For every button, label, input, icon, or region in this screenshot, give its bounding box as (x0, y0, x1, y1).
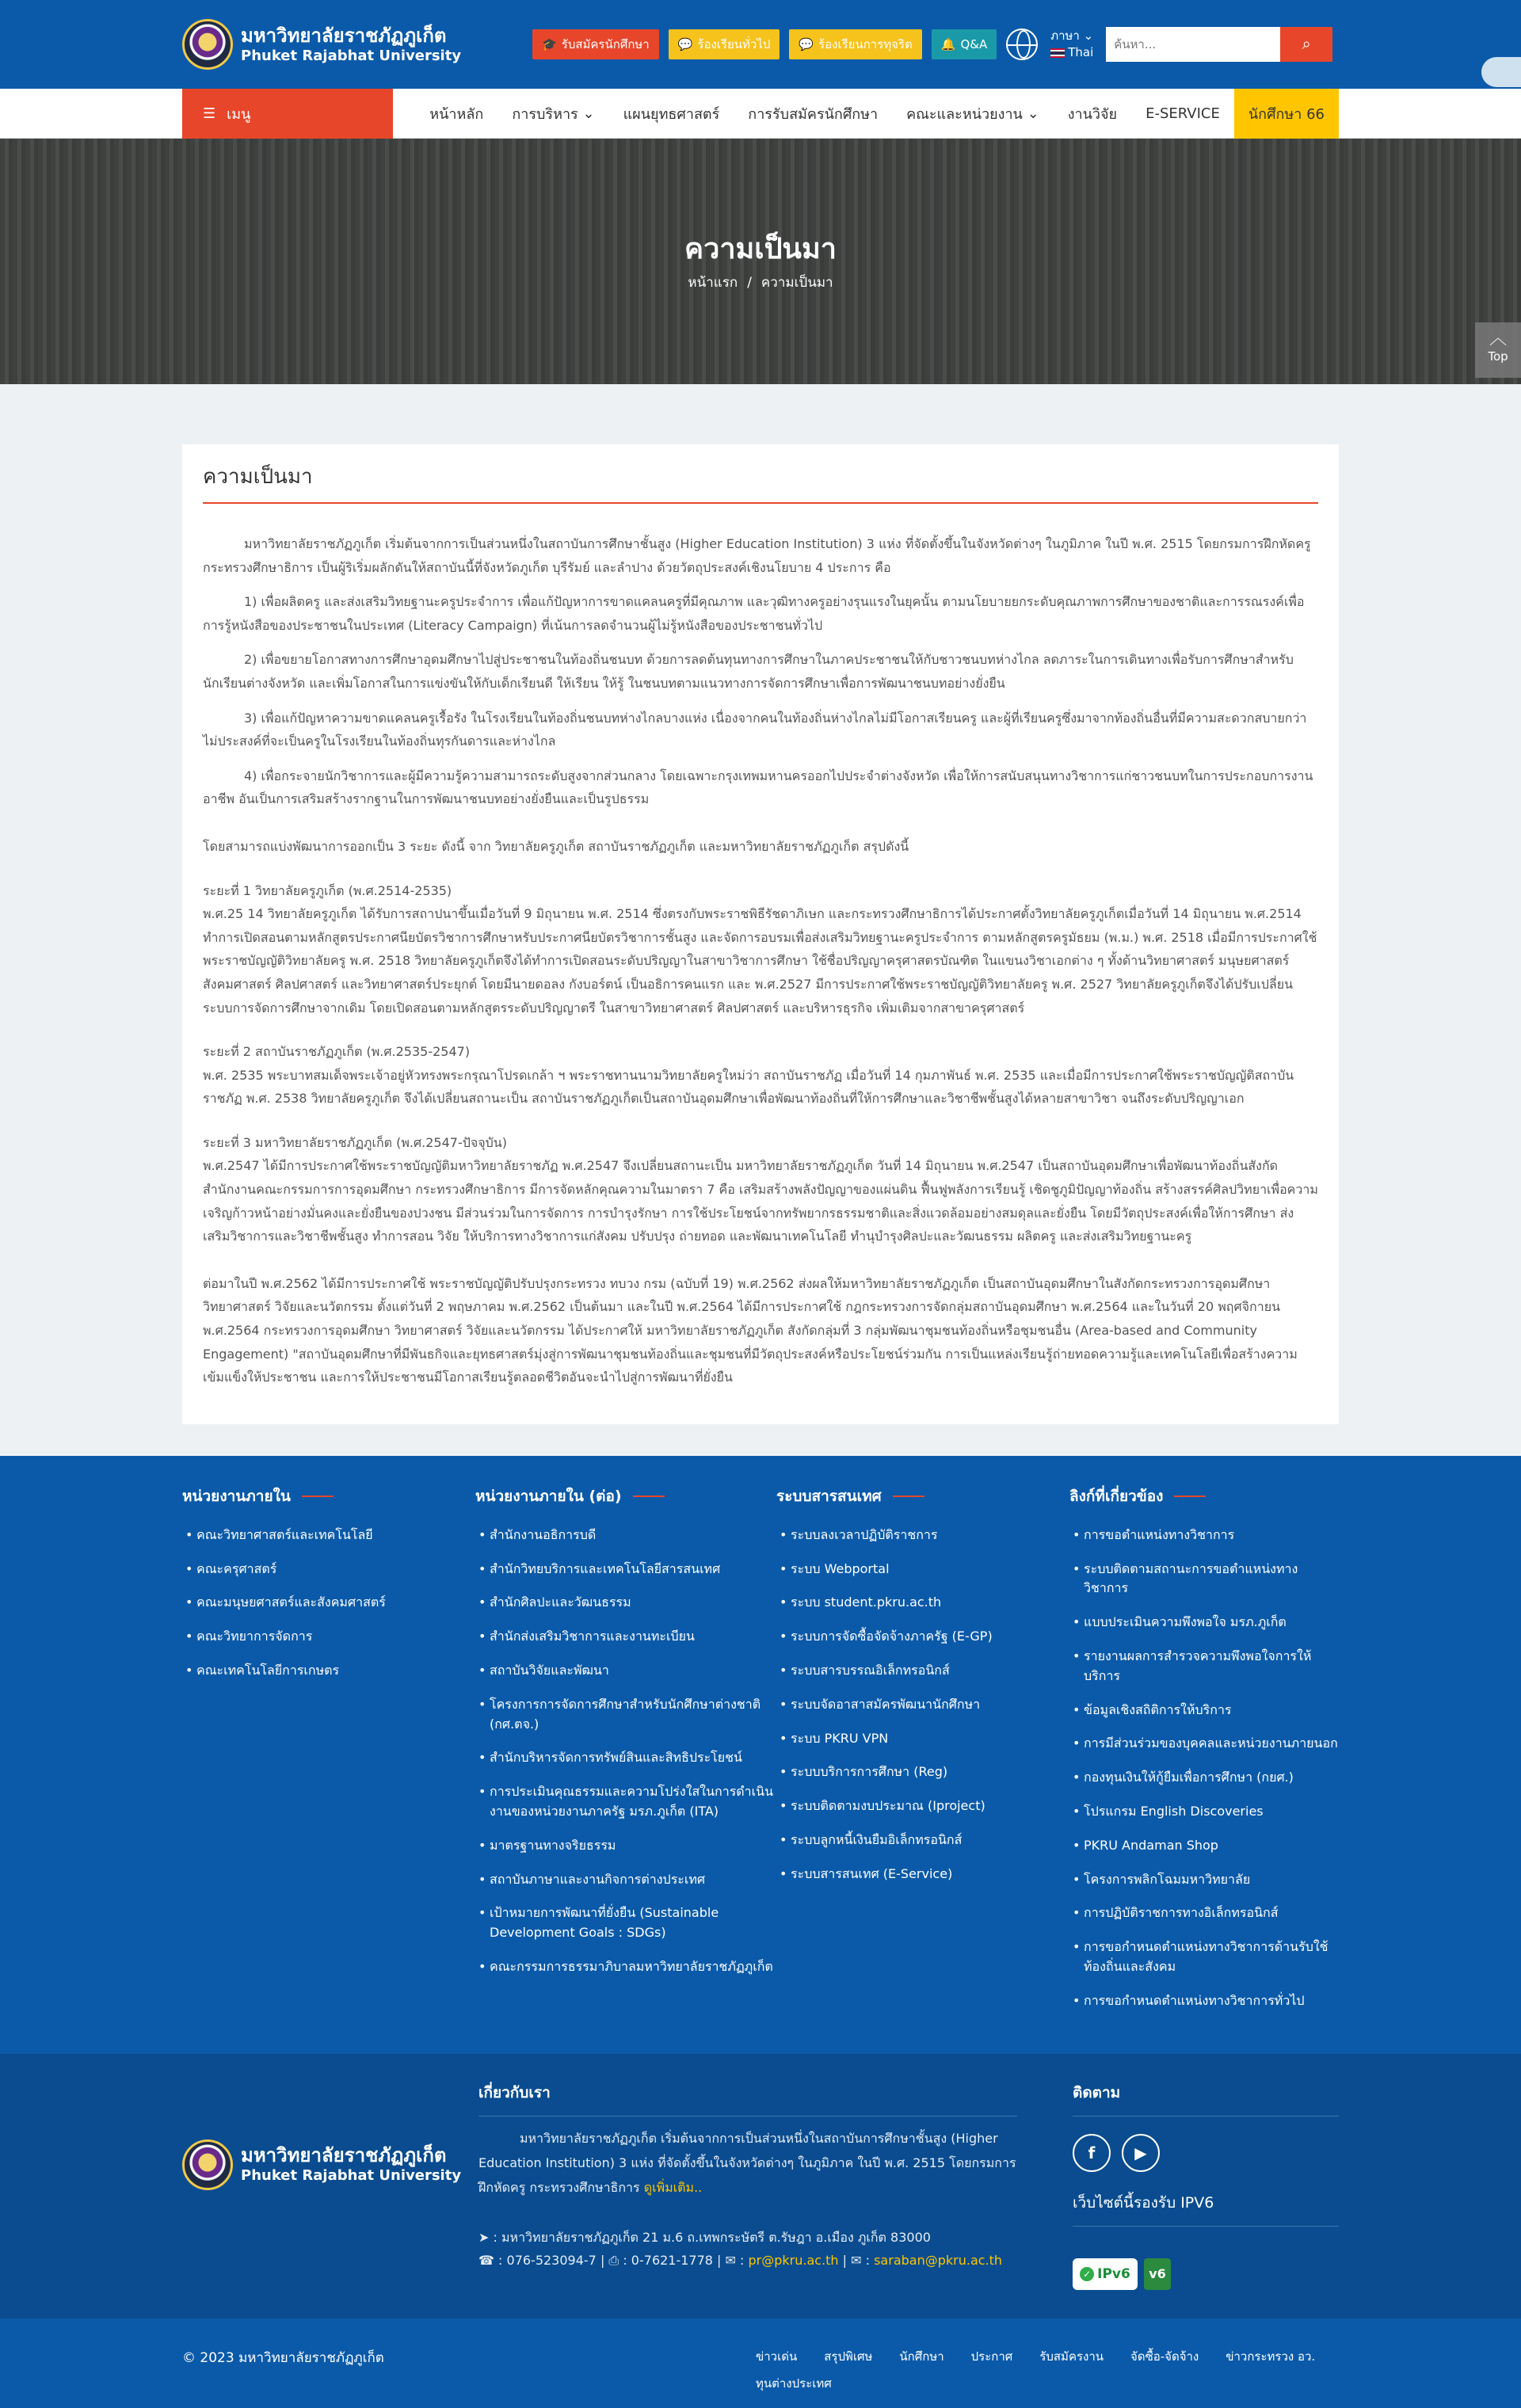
back-to-top-button[interactable]: ︿ Top (1475, 322, 1521, 378)
footer-logo-col (182, 2081, 478, 2290)
era-2 (203, 1040, 1318, 1111)
intro-paragraph: มหาวิทยาลัยราชภัฏภูเก็ต เริ่มต้นจากการเป็นส่วนหนึ่งในสถาบันการศึกษาชั้นสูง (Higher Education Institution) 3 แห่ง ที่จัดตั้งขึ้นในจังหวัดต่างๆ ในภูมิภาค ในปี พ.ศ. 2515 โดยกรมการฝึกหัดครู กระทรวงศึกษาธิการ เป็นผู้ริเริ่มผลักดันให้สถาบันนี้ที่จังหวัดภูเก็ต บุรีรัมย์ และลำปาง ด้วยวัตถุประสงค์เชิงนโยบาย 4 ประการ คือ (203, 536, 1311, 575)
footer-links (0, 1456, 1521, 2054)
bottom-link[interactable]: นักศึกษา (899, 2349, 944, 2364)
page-title: ความเป็นมา (684, 233, 837, 265)
top-header (0, 0, 1521, 89)
footer-link[interactable]: • สำนักวิทยบริการและเทคโนโลยีสารสนเทศ (475, 1560, 776, 1579)
about-title: เกี่ยวกับเรา (478, 2081, 1017, 2117)
closing-paragraph: ต่อมาในปี พ.ศ.2562 ได้มีการประกาศใช้ พระราชบัญญัติปรับปรุงกระทรวง ทบวง กรม (ฉบับที่ 19) พ.ศ.2562 ส่งผลให้มหาวิทยาลัยราชภัฏภูเก็ต เป็นสถาบันอุดมศึกษาในสังกัดกระทรวงการอุดมศึกษา วิทยาศาสตร์ วิจัยและนวัตกรรม ตั้งแต่วันที่ 2 พฤษภาคม พ.ศ.2562 เป็นต้นมา และในปี พ.ศ.2564 ได้มีการประกาศใช้ กฎกระทรวงการจัดกลุ่มสถาบันอุดมศึกษา พ.ศ.2564 และในวันที่ 20 พฤศจิกายน พ.ศ.2564 กระทรวงการอุดมศึกษา วิทยาศาสตร์ วิจัยและนวัตกรรม ได้ประกาศให้ มหาวิทยาลัยราชภัฏภูเก็ต สังกัดกลุ่มที่ 3 กลุ่มพัฒนาชุมชนท้องถิ่นหรือชุมชนอื่น (Area-based and Community Engagement) "สถาบันอุดมศึกษาที่มีพันธกิจและยุทธศาสตร์มุ่งสู่การพัฒนาชุมชนท้องถิ่นและชุมชนที่มีวัตถุประสงค์หรือประโยชน์ร่วมกัน การเป็นแหล่งเรียนรู้ถ่ายทอดความรู้และเทคโนโลยีเพื่อสร้างความเข้มแข็งให้ประชาชน และการให้ประชาชนมีโอกาสเรียนรู้ตลอดชีวิตอันจะนำไปสู่การพัฒนาที่ยั่งยืน (203, 1275, 1298, 1385)
globe-icon[interactable] (1006, 29, 1038, 60)
footer-link[interactable]: • สำนักงานอธิการบดี (475, 1526, 776, 1545)
footer-about (0, 2054, 1521, 2318)
era-heading: ระยะที่ 3 มหาวิทยาลัยราชภัฏภูเก็ต (พ.ศ.2547-ปัจจุบัน) (203, 1134, 507, 1150)
chevron-down-icon: ⌄ (582, 105, 595, 122)
footer-link[interactable]: • การมีส่วนร่วมของบุคคลและหน่วยงานภายนอก (1069, 1734, 1339, 1754)
nav-item-home[interactable]: หน้าหลัก (429, 106, 484, 123)
v6-badge: v6 (1144, 2258, 1171, 2290)
footer-col-title: หน่วยงานภายใน (ต่อ) (475, 1484, 776, 1508)
fax-icon: ⎙ (608, 2252, 619, 2268)
admission-button[interactable]: 🎓 รับสมัครนักศึกษา (532, 29, 659, 59)
footer-link[interactable]: • คณะเทคโนโลยีการเกษตร (182, 1661, 475, 1681)
check-icon: ✓ (1080, 2267, 1094, 2281)
breadcrumb (0, 272, 1521, 293)
site-logo[interactable] (182, 19, 461, 70)
objective-3: 3) เพื่อแก้ปัญหาความขาดแคลนครูเรื้อรัง ในโรงเรียนในท้องถิ่นชนบทห่างไกลบางแห่ง เนื่องจากคนในท้องถิ่นห่างไกลไม่มีโอกาสเรียนครู และผู้ที่เรียนครูซึ่งมาจากท้องถิ่นอื่นที่มีความสะดวกสบายกว่า ไม่ประสงค์ที่จะเป็นครูในโรงเรียนในท้องถิ่นทุรกันดารและห่างไกล (203, 710, 1307, 749)
chat-bubble-icon: 💬 (677, 37, 693, 51)
footer-link[interactable]: • ระบบสารบรรณอิเล็กทรอนิกส์ (776, 1661, 1069, 1681)
footer-bottom (0, 2318, 1521, 2408)
footer-link[interactable]: • กองทุนเงินให้กู้ยืมเพื่อการศึกษา (กยศ.) (1069, 1768, 1339, 1788)
footer-link[interactable]: • การขอกำหนดตำแหน่งทางวิชาการทั่วไป (1069, 1991, 1339, 2011)
main-nav (0, 89, 1521, 139)
chevron-up-icon: ︿ (1489, 329, 1507, 349)
email-pr[interactable]: pr@pkru.ac.th (748, 2252, 839, 2268)
accessibility-toggle[interactable] (1481, 57, 1521, 87)
university-seal-icon (182, 2139, 233, 2190)
facebook-icon[interactable]: f (1073, 2134, 1111, 2172)
bottom-link[interactable]: ทุนต่างประเทศ (756, 2376, 832, 2391)
footer-link[interactable]: • ข้อมูลเชิงสถิติการให้บริการ (1069, 1701, 1339, 1720)
email-icon: ✉ (725, 2252, 736, 2268)
footer-link[interactable]: • PKRU Andaman Shop (1069, 1836, 1339, 1856)
chat-bubble-icon: 💬 (799, 37, 814, 51)
footer-col-title: ระบบสารสนเทศ (776, 1484, 1069, 1508)
copyright: © 2023 มหาวิทยาลัยราชภัฏภูเก็ต (182, 2349, 384, 2366)
address: : มหาวิทยาลัยราชภัฏภูเก็ต 21 ม.6 ถ.เทพกระษัตรี ต.รัษฎา อ.เมือง ภูเก็ต 83000 (493, 2230, 931, 2246)
footer-col-title: หน่วยงานภายใน (182, 1484, 475, 1508)
corruption-complaint-button[interactable]: 💬 ร้องเรียนการทุจริต (789, 29, 921, 59)
footer-link[interactable]: • ระบบ student.pkru.ac.th (776, 1593, 1069, 1613)
footer-link[interactable]: • โครงการการจัดการศึกษาสำหรับนักศึกษาต่างชาติ (กศ.ตจ.) (475, 1695, 776, 1735)
footer-link[interactable]: • สำนักบริหารจัดการทรัพย์สินและสิทธิประโยชน์ (475, 1748, 776, 1768)
nav-item-students-66[interactable]: นักศึกษา 66 (1234, 89, 1339, 139)
footer-col-internal (182, 1484, 475, 2025)
about-col (478, 2081, 1073, 2290)
general-complaint-button[interactable]: 💬 ร้องเรียนทั่วไป (669, 29, 780, 59)
university-seal-icon (182, 19, 233, 70)
footer-link[interactable]: • ระบบบริการการศึกษา (Reg) (776, 1762, 1069, 1782)
chevron-down-icon: ⌄ (1083, 29, 1094, 43)
phone-icon: ☎ (478, 2252, 494, 2268)
bottom-link[interactable]: รับสมัครงาน (1039, 2349, 1104, 2364)
email-icon: ✉ (851, 2252, 862, 2268)
breadcrumb-separator: / (747, 275, 752, 291)
page-banner (0, 139, 1521, 384)
about-text: มหาวิทยาลัยราชภัฏภูเก็ต เริ่มต้นจากการเป็นส่วนหนึ่งในสถาบันการศึกษาชั้นสูง (Higher Education Institution) 3 แห่ง ที่จัดตั้งขึ้นในจังหวัดต่างๆ ในภูมิภาค ในปี พ.ศ. 2515 โดยกรมการฝึกหัดครู กระทรวงศึกษาธิการ ดูเพิ่มเติม.. (478, 2130, 1016, 2195)
nav-item-e-service[interactable]: E-SERVICE (1146, 105, 1220, 122)
menu-button[interactable]: ☰ เมนู (182, 89, 393, 139)
footer-link[interactable]: • ระบบการจัดซื้อจัดจ้างภาครัฐ (E-GP) (776, 1627, 1069, 1647)
ipv6-ready-badge: ✓ IPv6 (1073, 2258, 1138, 2290)
chevron-down-icon: ⌄ (1027, 105, 1039, 122)
bell-icon: 🔔 (940, 37, 956, 51)
follow-col (1073, 2081, 1339, 2290)
footer-col-related (1069, 1484, 1339, 2025)
email-saraban[interactable]: saraban@pkru.ac.th (874, 2252, 1003, 2268)
footer-link[interactable]: • คณะมนุษยศาสตร์และสังคมศาสตร์ (182, 1593, 475, 1613)
header-buttons (532, 29, 997, 59)
era-1 (203, 879, 1318, 1020)
footer-link[interactable]: • การขอตำแหน่งทางวิชาการ (1069, 1526, 1339, 1545)
footer-link[interactable]: • สถาบันภาษาและงานกิจการต่างประเทศ (475, 1870, 776, 1890)
footer-link[interactable]: • ระบบ PKRU VPN (776, 1729, 1069, 1749)
ipv6-title: เว็บไซต์นี้รองรับ IPV6 (1073, 2191, 1339, 2227)
footer-link[interactable]: • คณะครุศาสตร์ (182, 1560, 475, 1579)
social-links (1073, 2134, 1339, 2172)
read-more-link[interactable]: ดูเพิ่มเติม.. (643, 2179, 703, 2195)
footer-col-title: ลิงก์ที่เกี่ยวข้อง (1069, 1484, 1339, 1508)
follow-title: ติดตาม (1073, 2081, 1339, 2117)
footer-link[interactable]: • รายงานผลการสำรวจความพึงพอใจการให้บริการ (1069, 1647, 1339, 1686)
footer-link[interactable]: • คณะวิทยาศาสตร์และเทคโนโลยี (182, 1526, 475, 1545)
era-text: พ.ศ.25 14 วิทยาลัยครูภูเก็ต ได้รับการสถาปนาขึ้นเมื่อวันที่ 9 มิถุนายน พ.ศ. 2514 ซึ่งตรงกับพระราชพิธีรัชดาภิเษก และกระทรวงศึกษาธิการได้ประกาศตั้งวิทยาลัยครูภูเก็ตเมื่อวันที่ 14 มิถุนายน พ.ศ.2514 ทำการเปิดสอนตามหลักสูตรประกาศนียบัตรวิชาการศึกษาหรับประกาศนียบัตรวิชาการชั้นสูง และจัดการอบรมเพื่อส่งเสริมวิทยฐานะครูประจำการ ตามหลักสูตรครูมัธยม (พ.ม.) พ.ศ. 2518 เมื่อมีการประกาศใช้พระราชบัญญัติวิทยาลัยครู พ.ศ. 2518 วิทยาลัยครูภูเก็ตจึงได้ทำการเปิดสอนระดับปริญญาในสาขาวิชาการศึกษา ใช้ชื่อปริญญาครุศาสตรบัณฑิต ในแขนงวิชาเอกต่าง ๆ ทั้งด้านวิทยาศาสตร์ มนุษยศาสตร์สังคมศาสตร์ ศิลปศาสตร์ และวิทยาศาสตร์ประยุกต์ โดยมีนายดอลง กังบอร์ตน์ เป็นอธิการคนแรก และ พ.ศ.2527 มีการประกาศใช้พระราชบัญญัติวิทยาลัยครู พ.ศ. 2527 วิทยาลัยครูภูเก็ตจึงได้ปรับเปลี่ยนระบบการจัดการศึกษาจากเดิม โดยเปิดสอนตามหลักสูตรระดับปริญญาตรี ในสาขาวิทยาศาสตร์ ศิลปศาสตร์ และบริหารธุรกิจ เพิ่มเติมจากสาขาครุศาสตร์ (203, 906, 1317, 1015)
footer-link[interactable]: • ระบบติดตามงบประมาณ (Iproject) (776, 1796, 1069, 1816)
footer-link[interactable]: • คณะวิทยาการจัดการ (182, 1627, 475, 1647)
youtube-icon[interactable]: ▶ (1122, 2134, 1160, 2172)
footer-col-systems (776, 1484, 1069, 2025)
footer-link[interactable]: • การปฏิบัติราชการทางอิเล็กทรอนิกส์ (1069, 1903, 1339, 1923)
footer-link[interactable]: • การขอกำหนดตำแหน่งทางวิชาการด้านรับใช้ท้องถิ่นและสังคม (1069, 1937, 1339, 1977)
footer-link[interactable]: • ระบบจัดอาสาสมัครพัฒนานักศึกษา (776, 1695, 1069, 1715)
footer-link[interactable]: • สำนักศิลปะและวัฒนธรรม (475, 1593, 776, 1613)
nav-item-faculties[interactable]: คณะและหน่วยงาน ⌄ (906, 105, 1039, 123)
footer-link[interactable]: • เป้าหมายการพัฒนาที่ยั่งยืน (Sustainable Development Goals : SDGs) (475, 1903, 776, 1943)
footer-link[interactable]: • โครงการพลิกโฉมมหาวิทยาลัย (1069, 1870, 1339, 1890)
nav-item-strategy[interactable]: แผนยุทธศาสตร์ (623, 106, 720, 123)
era-text: พ.ศ. 2535 พระบาทสมเด็จพระเจ้าอยู่หัวทรงพระกรุณาโปรดเกล้า ฯ พระราชทานนามวิทยาลัยครูใหม่ว่า สถาบันราชภัฏ เมื่อวันที่ 14 กุมภาพันธ์ พ.ศ. 2535 และเมื่อมีการประกาศใช้พระราชบัญญัติสถาบันราชภัฏ พ.ศ. 2538 วิทยาลัยครูภูเก็ต จึงได้เปลี่ยนสถานะเป็น สถาบันราชภัฏภูเก็ตเป็นสถาบันอุดมศึกษาเพื่อพัฒนาท้องถิ่นที่ให้การศึกษาและวิชาชีพชั้นสูงได้หลายสาขาวิชา จนถึงระดับปริญญาเอก (203, 1067, 1294, 1107)
footer-col-internal-cont (475, 1484, 776, 2025)
logo-name-th: มหาวิทยาลัยราชภัฏภูเก็ต (241, 2144, 447, 2167)
logo-name-th: มหาวิทยาลัยราชภัฏภูเก็ต (241, 24, 447, 47)
breadcrumb-current: ความเป็นมา (760, 275, 833, 291)
footer-bottom-links (756, 2347, 1339, 2393)
thai-flag-icon (1050, 48, 1065, 58)
footer-link[interactable]: • ระบบติดตามสถานะการขอตำแหน่งทางวิชาการ (1069, 1560, 1339, 1599)
fax: : 0-7621-1778 (623, 2252, 713, 2268)
era-text: พ.ศ.2547 ได้มีการประกาศใช้พระราชบัญญัติมหาวิทยาลัยราชภัฏ พ.ศ.2547 จึงเปลี่ยนสถานะเป็น มหาวิทยาลัยราชภัฏภูเก็ต วันที่ 14 มิถุนายน พ.ศ.2547 เป็นสถาบันอุดมศึกษาเพื่อพัฒนาท้องถิ่นสังกัดสำนักงานคณะกรรมการการอุดมศึกษา กระทรวงศึกษาธิการ มีการจัดหลักคุณความในมาตรา 7 คือ เสริมสร้างพลังปัญญาของแผ่นดิน ฟื้นฟูพลังการเรียนรู้ เชิดชูภูมิปัญญาท้องถิ่น สร้างสรรค์ศิลปวิทยาเพื่อความเจริญก้าวหน้าอย่างมั่นคงและยั่งยืนของปวงชน มีส่วนร่วมในการจัดการ การบำรุงรักษา การใช้ประโยชน์จากทรัพยากรธรรมชาติและสิ่งแวดล้อมอย่างสมดุลและยั่งยืน โดยมีวัตถุประสงค์เพื่อให้การศึกษา ส่งเสริมวิชาการและวิชาชีพชั้นสูง ทำการสอน วิจัย ให้บริการทางวิชาการแก่สังคม ปรับปรุง ถ่ายทอด และพัฒนาเทคโนโลยี ทำนุบำรุงศิลปะและวัฒนธรรม ผลิตครู และส่งเสริมวิทยฐานะครู (203, 1158, 1318, 1244)
objective-1: 1) เพื่อผลิตครู และส่งเสริมวิทยฐานะครูประจำการ เพื่อแก้ปัญหาการขาดแคลนครูที่มีคุณภาพ และวุฒิทางครูอย่างรุนแรงในยุคนั้น ตามนโยบายยกระดับคุณภาพการศึกษาของชาติและการรณรงค์เพื่อการรู้หนังสือของประชาชนในประเทศ (Literacy Campaign) ที่เน้นการลดจำนวนผู้ไม่รู้หนังสือของประชาชนทั่วไป (203, 594, 1305, 633)
era-heading: ระยะที่ 2 สถาบันราชภัฏภูเก็ต (พ.ศ.2535-2547) (203, 1044, 471, 1060)
search-button[interactable] (1280, 27, 1332, 62)
search-input[interactable] (1106, 27, 1280, 62)
footer-logo[interactable] (182, 2139, 478, 2190)
nav-item-administration[interactable]: การบริหาร ⌄ (512, 105, 595, 123)
footer-link[interactable]: • โปรแกรม English Discoveries (1069, 1802, 1339, 1822)
qa-button[interactable]: 🔔 Q&A (932, 29, 997, 59)
footer-link[interactable]: • การประเมินคุณธรรมและความโปร่งใสในการดำเนินงานของหน่วยงานภาครัฐ มรภ.ภูเก็ต (ITA) (475, 1782, 776, 1822)
footer-link[interactable]: • มาตรฐานทางจริยธรรม (475, 1836, 776, 1856)
contact-info: ➤ : มหาวิทยาลัยราชภัฏภูเก็ต 21 ม.6 ถ.เทพกระษัตรี ต.รัษฎา อ.เมือง ภูเก็ต 83000 ☎ : 076-523094-7 | ⎙ : 0-7621-1778 | ✉ : pr@pkru.ac.th | ✉ : saraban@pkru.ac.th (478, 2230, 1003, 2268)
bottom-link[interactable]: ประกาศ (970, 2349, 1013, 2364)
footer-link[interactable]: • ระบบลงเวลาปฏิบัติราชการ (776, 1526, 1069, 1545)
nav-item-research[interactable]: งานวิจัย (1067, 106, 1118, 123)
footer-link[interactable]: • ระบบ Webportal (776, 1560, 1069, 1579)
footer-link[interactable]: • สถาบันวิจัยและพัฒนา (475, 1661, 776, 1681)
footer-link[interactable]: • แบบประเมินความพึงพอใจ มรภ.ภูเก็ต (1069, 1613, 1339, 1633)
breadcrumb-home[interactable]: หน้าแรก (688, 275, 738, 291)
objective-4: 4) เพื่อกระจายนักวิชาการและผู้มีความรู้ความสามารถระดับสูงจากส่วนกลาง โดยเฉพาะกรุงเทพมหานครออกไปประจำต่างจังหวัด เพื่อให้การสนับสนุนทางวิชาการแก่ชาวชนบทในการประกอบการงานอาชีพ อันเป็นการเสริมสร้างรากฐานในการพัฒนาชนบทอย่างยั่งยืนและเป็นรูปธรรม (203, 768, 1313, 807)
logo-name-en: Phuket Rajabhat University (241, 47, 462, 64)
phone: : 076-523094-7 (498, 2252, 597, 2268)
footer-link[interactable]: • ระบบสารสนเทศ (E-Service) (776, 1865, 1069, 1884)
objective-2: 2) เพื่อขยายโอกาสทางการศึกษาอุดมศึกษาไปสู่ประชาชนในท้องถิ่นชนบท ด้วยการลดต้นทุนทางการศึกษาในภาคประชาชนให้กับชาวชนบทห่างไกล ลดภาระในการเดินทางเพื่อรับการศึกษาสำหรับนักเรียนต่างจังหวัด และเพิ่มโอกาสในการแข่งขันให้กับเด็กเรียนดี ให้เรียน ให้รู้ ในชนบทตามแนวทางการจัดการศึกษาเพื่อการพัฒนาชนบทอย่างยั่งยืน (203, 652, 1294, 691)
bottom-link[interactable]: ข่าวกระทรวง อว. (1226, 2349, 1316, 2364)
footer-link[interactable]: • ระบบลูกหนี้เงินยืมอิเล็กทรอนิกส์ (776, 1831, 1069, 1850)
hamburger-icon: ☰ (203, 105, 216, 122)
main-content (0, 384, 1521, 1456)
language-selector[interactable]: ภาษา ⌄ Thai (1050, 29, 1094, 59)
logo-name-en: Phuket Rajabhat University (241, 2167, 462, 2185)
footer-link[interactable]: • คณะกรรมการธรรมาภิบาลมหาวิทยาลัยราชภัฏภูเก็ต (475, 1957, 776, 1977)
summary-paragraph: โดยสามารถแบ่งพัฒนาการออกเป็น 3 ระยะ ดังนี้ จาก วิทยาลัยครูภูเก็ต สถาบันราชภัฏภูเก็ต และมหาวิทยาลัยราชภัฏภูเก็ต สรุปดังนี้ (203, 838, 909, 854)
history-card (182, 444, 1339, 1424)
graduation-cap-icon: 🎓 (542, 37, 557, 51)
bottom-link[interactable]: สรุปพิเศษ (824, 2349, 873, 2364)
nav-items (415, 89, 1339, 139)
era-3 (203, 1131, 1318, 1248)
nav-item-admission[interactable]: การรับสมัครนักศึกษา (748, 106, 879, 123)
search-icon: ⌕ (1302, 35, 1311, 53)
bottom-link[interactable]: จัดซื้อ-จัดจ้าง (1130, 2349, 1199, 2364)
search-bar (1106, 27, 1332, 62)
section-title: ความเป็นมา (203, 460, 1318, 504)
footer-link[interactable]: • สำนักส่งเสริมวิชาการและงานทะเบียน (475, 1627, 776, 1647)
location-icon: ➤ (478, 2230, 490, 2246)
ipv6-badges (1073, 2258, 1339, 2290)
bottom-link[interactable]: ข่าวเด่น (756, 2349, 798, 2364)
era-heading: ระยะที่ 1 วิทยาลัยครูภูเก็ต (พ.ศ.2514-2535) (203, 882, 452, 898)
